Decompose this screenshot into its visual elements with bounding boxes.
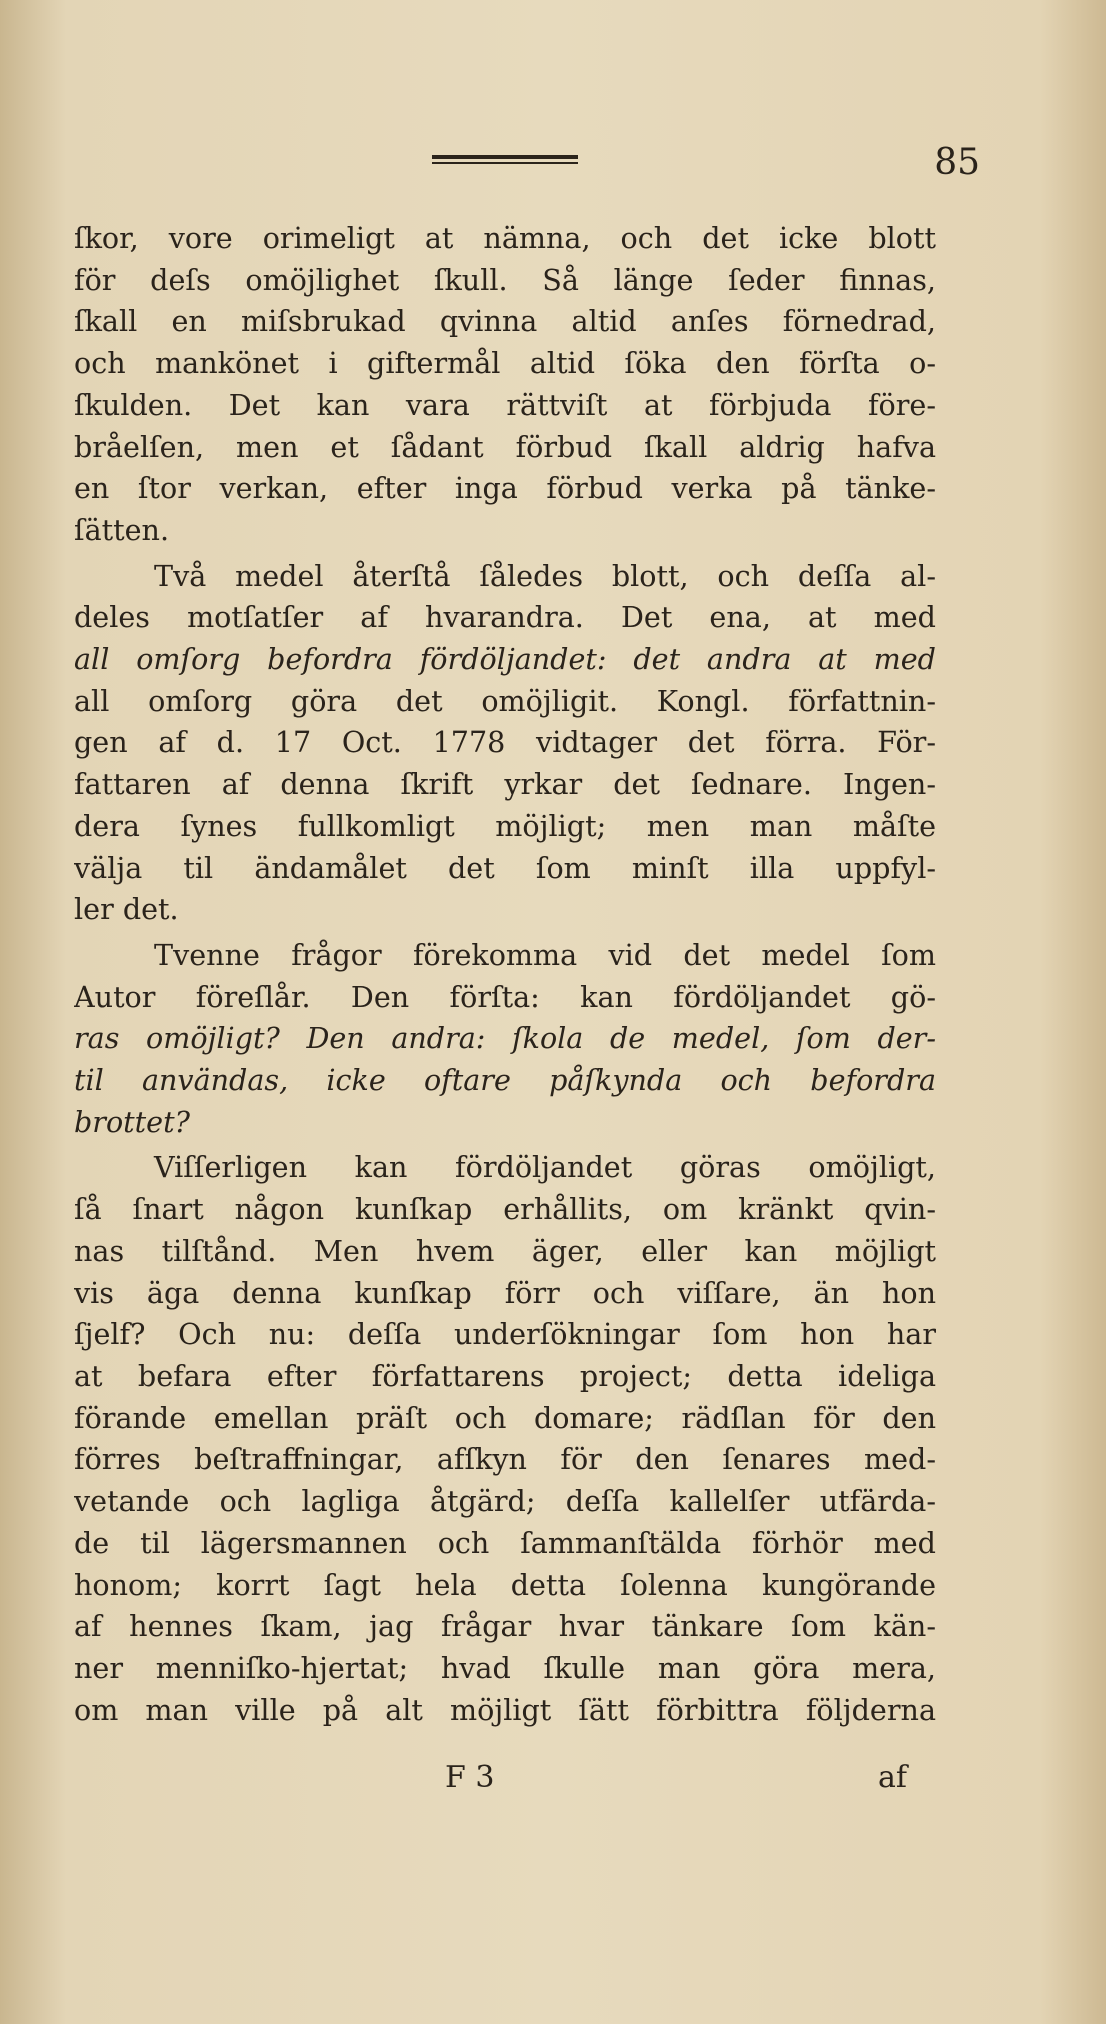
text-line: ſätten. xyxy=(74,512,170,547)
text-line: ras omöjligt? Den andra: ſkola de medel, ſom der- xyxy=(74,1021,936,1056)
text-line: vis äga denna kunſkap förr och viſſare, än hon xyxy=(74,1275,936,1310)
text-line: af hennes ſkam, jag frågar hvar tänkare ſom kän- xyxy=(74,1609,936,1644)
text-line: Tvenne frågor förekomma vid det medel ſom xyxy=(154,937,936,972)
text-line: Viſſerligen kan fördöljandet göras omöjligt, xyxy=(154,1150,936,1185)
text-line: ner menniſko-hjertat; hvad ſkulle man göra mera, xyxy=(74,1650,936,1685)
text-line: dera ſynes fullkomligt möjligt; men man måſte xyxy=(74,808,936,843)
text-line: välja til ändamålet det ſom minſt illa uppfyl- xyxy=(74,850,936,885)
page-footer xyxy=(0,1760,1106,1808)
text-line: fattaren af denna ſkrift yrkar det ſednare. Ingen- xyxy=(74,767,936,802)
text-line: all omſorg befordra fördöljandet: det andra at med xyxy=(74,642,936,677)
text-line: ſkulden. Det kan vara rättviſt at förbjuda före- xyxy=(74,387,936,422)
text-line: nas tilſtånd. Men hvem äger, eller kan möjligt xyxy=(74,1233,936,1268)
text-line: ſkall en miſsbrukad qvinna altid anſes förnedrad, xyxy=(74,304,936,339)
text-line: honom; korrt ſagt hela detta ſolenna kungörande xyxy=(74,1567,936,1602)
catchword: af xyxy=(878,1760,907,1795)
text-line: deles motſatſer af hvarandra. Det ena, at med xyxy=(74,600,936,635)
header-rule xyxy=(432,155,578,164)
text-line: til användas, icke oftare påſkynda och befordra xyxy=(74,1063,936,1098)
text-line: ſkor, vore orimeligt at nämna, och det icke blott xyxy=(74,221,936,255)
text-line: ſjelf? Och nu: deſſa underſökningar ſom hon har xyxy=(74,1317,936,1352)
text-line: gen af d. 17 Oct. 1778 vidtager det förra. För- xyxy=(74,725,936,760)
text-line: ſå ſnart någon kunſkap erhållits, om kränkt qvin- xyxy=(74,1192,936,1227)
text-line: Autor föreſlår. Den förſta: kan fördöljandet gö- xyxy=(74,979,936,1014)
text-line: förres beſtraffningar, afſkyn för den ſenares med- xyxy=(74,1442,936,1477)
signature-mark: F 3 xyxy=(445,1760,495,1795)
text-line: de til lägersmannen och ſammanſtälda förhör med xyxy=(74,1525,936,1560)
text-line: för deſs omöjlighet ſkull. Så länge ſeder finnas, xyxy=(74,262,936,297)
text-line: Två medel återſtå ſåledes blott, och deſſa al- xyxy=(154,558,936,593)
text-line: brottet? xyxy=(74,1104,190,1139)
text-line: och mankönet i giftermål altid ſöka den förſta o- xyxy=(74,346,936,381)
text-line: at befara efter författarens project; detta ideliga xyxy=(74,1358,936,1393)
text-line: all omſorg göra det omöjligit. Kongl. författnin- xyxy=(74,683,936,718)
text-line: förande emellan präſt och domare; rädſlan för den xyxy=(74,1400,936,1435)
text-line: bråelſen, men et ſådant förbud ſkall aldrig hafva xyxy=(74,429,936,464)
page-number: 85 xyxy=(934,142,980,183)
text-line: om man ville på alt möjligt ſätt förbittra följderna xyxy=(74,1692,936,1727)
text-line: ler det. xyxy=(74,892,179,927)
text-line: en ſtor verkan, efter inga förbud verka på tänke- xyxy=(74,471,936,506)
text-line: vetande och lagliga åtgärd; deſſa kallelſer utfärda- xyxy=(74,1484,936,1519)
body-text xyxy=(74,218,936,1731)
